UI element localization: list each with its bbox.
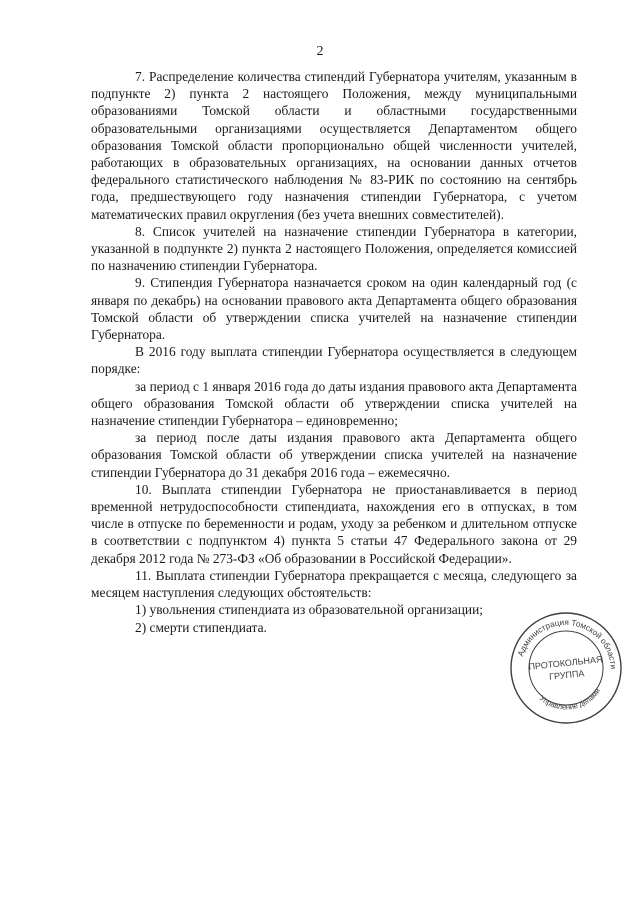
stamp-outer-text: Администрация Томской области [516,617,618,670]
paragraph-item-9: 9. Стипендия Губернатора назначается сроком на один календарный год (с января по декабрь) на основании правового акта Департамента общего образования Томской области об утверждении списка учителей на назначение стипендии Губернатора. [91,275,577,343]
stamp-inner-line-2: ГРУППА [548,668,585,682]
paragraph-item-11: 11. Выплата стипендии Губернатора прекращается с месяца, следующего за месяцем наступления следующих обстоятельств: [91,567,577,601]
stamp-inner-line-1: ПРОТОКОЛЬНАЯ [528,654,603,672]
page-number: 2 [316,44,324,59]
paragraph-item-7: 7. Распределение количества стипендий Губернатора учителям, указанным в подпункте 2) пункта 2 настоящего Положения, между муниципальными образованиями Томской области и областными государственными образовательными организациями осуществляется Департаментом общего образования Томской области пропорционально общей численности учителей, работающих в образовательных организациях, на основании данных отчетов федерального статистического наблюдения № 83-РИК по состоянию на сентябрь года, предшествующего году назначения стипендии Губернатора, с учетом математических правил округления (без учета внешних совместителей). [91,69,577,222]
paragraph-item-8: 8. Список учителей на назначение стипендии Губернатора в категории, указанной в подпункте 2) пункта 2 настоящего Положения, определяется комиссией по назначению стипендии Губернатора. [91,223,577,274]
paragraph-payment-monthly: за период после даты издания правового акта Департамента общего образования Томской области об утверждении списка учителей на назначение стипендии Губернатора до 31 декабря 2016 года – ежемесячно. [91,430,577,480]
official-stamp [508,610,624,726]
paragraph-subitem-1: 1) увольнения стипендиата из образовательной организации; [135,602,483,618]
paragraph-payment-lump-sum: за период с 1 января 2016 года до даты издания правового акта Департамента общего образования Томской области об утверждении списка учителей на назначение стипендии Губернатора – единовременно; [91,378,577,429]
paragraph-subitem-2: 2) смерти стипендиата. [135,619,267,635]
paragraph-item-10: 10. Выплата стипендии Губернатора не приостанавливается в период временной нетрудоспособности стипендиата, нахождения его в отпусках, в том числе в отпуске по беременности и родам, уходу за ребенком и длительном отпуске в соответствии с подпунктом 4) пункта 5 статьи 47 Федерального закона от 29 декабря 2012 года № 273-ФЗ «Об образовании в Российской Федерации». [91,481,577,566]
paragraph-payment-2016: В 2016 году выплата стипендии Губернатора осуществляется в следующем порядке: [91,344,577,377]
stamp-bottom-text: Управление делами [537,686,602,712]
document-body [91,68,577,636]
